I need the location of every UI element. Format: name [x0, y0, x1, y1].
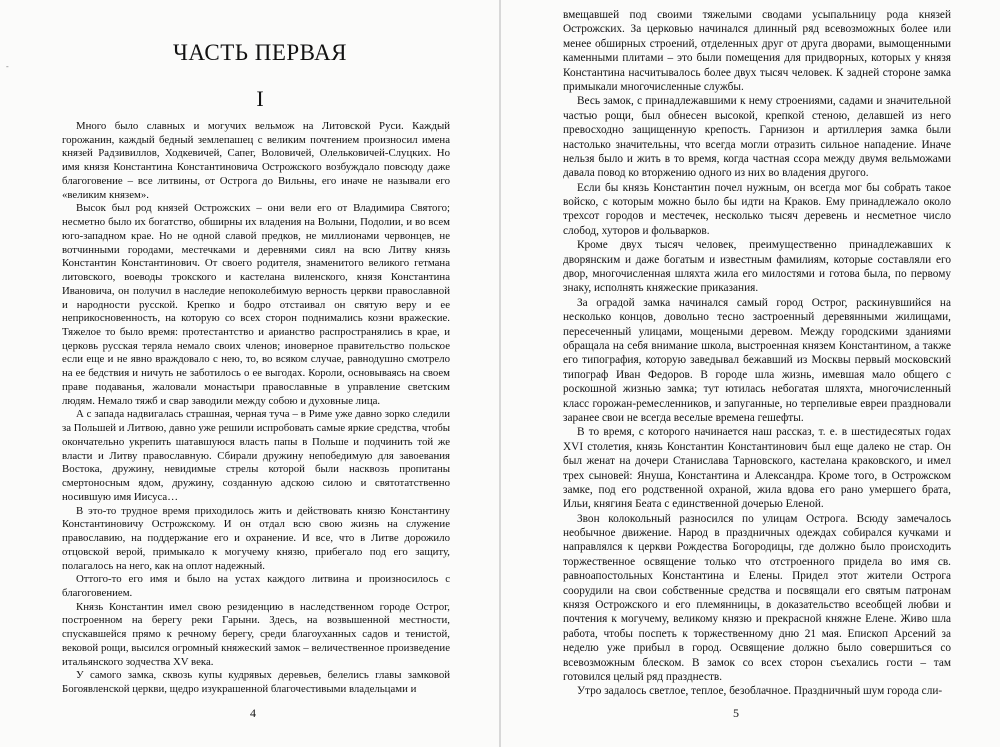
margin-mark: - — [6, 62, 9, 71]
part-title: ЧАСТЬ ПЕРВАЯ — [172, 40, 348, 65]
paragraph: У самого замка, сквозь купы кудрявых деревьев, белелись главы замковой Богоявленской церкви, щедро изукрашенной благочестивыми владельцами и — [62, 669, 450, 696]
paragraph: В это-то трудное время приходилось жить и действовать князю Константину Константиновичу Острожскому. И он отдал всю свою жизнь на служение православию, на поддержание его и охранение. И все, что в Литве дорожило отцовской верой, примыкало к могучему князю, прибегало под его защиту, полагалось на него, как на оплот надежный. — [62, 504, 450, 572]
paragraph: Князь Константин имел свою резиденцию в наследственном городе Острог, построенном на берегу реки Гарыни. Здесь, на возвышенной местности, спускавшейся прямо к речному берегу, среди благоуханных садов и тенистой, вековой рощи, высился огромный княжеский замок – величественное произведение итальянского зодчества XV века. — [62, 600, 450, 668]
page-number-left: 4 — [250, 706, 256, 720]
paragraph: вмещавшей под своими тяжелыми сводами усыпальницу рода князей Острожских. За церковью начинался длинный ряд всевозможных более или менее обширных строений, отделенных друг от друга дворами, вымощенными каменными плитами – это были помещения для придворных, которых у князя Константина насчитывалось более двух тысяч человек. К задней стороне замка примыкали многочисленные службы. — [563, 9, 951, 93]
paragraph: Утро задалось светлое, теплое, безоблачное. Праздничный шум города сли- — [577, 685, 943, 698]
paragraph: Если бы князь Константин почел нужным, он всегда мог бы собрать такое войско, с которым можно было бы идти на Краков. Ему принадлежало около трехсот городов и местечек, несколько тысяч деревень и несметное число слобод, хуторов и фольварков. — [563, 181, 951, 237]
paragraph: За оградой замка начинался самый город Острог, раскинувшийся на несколько концов, довольно тесно застроенный деревянными жилищами, пересеченный улицами, мощеными деревом. Между городскими зданиями обращала на себя внимание школа, выстроенная князем Константином, а также его типография, которую заведывал бежавший из Москвы первый московский типограф Иван Федоров. В городе шла жизнь, имевшая мало общего с роскошной жизнью замка; тут ютилась небогатая шляхта, многочисленный класс горожан-ремесленников, и запуганные, но терпеливые евреи праздновали заранее свои не всегда веселые времена гешефты. — [563, 296, 951, 424]
right-page-text — [563, 8, 951, 699]
right-page — [501, 0, 1000, 747]
paragraph: Весь замок, с принадлежавшими к нему строениями, садами и значительной частью рощи, был обнесен высокой, крепкой стеною, делавшей из него превосходно защищенную крепость. Гарнизон и артиллерия замка были настолько значительны, что всегда могли отразить сильное нападение. Иначе нельзя было и жить в то время, когда частная ссора между двумя вельможами давала повод ко вторжению одного из них во владения другого. — [563, 95, 951, 180]
left-page — [0, 0, 499, 747]
left-page-text — [62, 120, 450, 697]
chapter-number: I — [256, 86, 264, 111]
paragraph: Оттого-то его имя и было на устах каждого литвина и произносилось с благоговением. — [62, 573, 450, 599]
paragraph: Высок был род князей Острожских – они вели его от Владимира Святого; несметно было их богатство, обширны их владения на Волыни, Подолии, и во всем юго-западном крае. Но не одной славой предков, не миллионами червонцев, не вотчинными городами, местечками и деревнями сиял на всю Литву князь Константин Константинович. От своего родителя, знаменитого великого гетмана литовского, воеводы трокского и кастелана виленского, князя Константина Ивановича, он получил в наследие непоколебимую верность церкви православной и народности русской. Крепко и бодро отстаивал он святую веру и ее неприкосновенность, на которую со всех сторон поднимались козни вражеские. Тяжелое то было время: протестантство и арианство распространялись в крае, и церковь русская теряла немало своих членов; иноверное правительство польское если еще и не явно враждовало с нею, то, во всяком случае, равнодушно смотрело на ее бедствия и ничуть не заботилось о ее выгодах. Короли, основываясь на своем праве подаванья, жаловали монастыри православные в управление светским людям. Немало тяжб и свар заводили между собою и духовные лица. — [62, 202, 450, 407]
paragraph: В то время, с которого начинается наш рассказ, т. е. в шестидесятых годах XVI столетия, князь Константин Константинович был еще далеко не стар. Он был женат на дочери Станислава Тарновского, кастелана краковского, и имел трех сыновей: Януша, Константина и Александра. Кроме того, в Острожском замке, под его родственной охраной, жила вдова его рано умершего брата, Ильи, княгиня Беата с единственной дочерью Еленой. — [563, 426, 951, 511]
paragraph: Звон колокольный разносился по улицам Острога. Всюду замечалось необычное движение. Народ в праздничных одеждах собирался кучками и направлялся к церкви Рождества Богородицы, где должно было происходить торжественное освящение только что отстроенного придела во имя св. равноапостольных Константина и Елены. Придел этот жители Острога соорудили на свои собственные средства и посвящали его святым патронам князя Острожского и его племянницы, в доказательство всеобщей любви и почтения к могучему, великому князю и прекрасной княжне Елене. Живо шла работа, чтобы поспеть к торжественному дню 21 мая. Епископ Арсений за неделю уже прибыл в город. Освящение должно было совершиться со всевозможным блеском. В замок со всех сторон съехались гости – там готовился целый ряд празднеств. — [563, 512, 951, 683]
page-number-right: 5 — [733, 706, 739, 720]
paragraph: А с запада надвигалась страшная, черная туча – в Риме уже давно зорко следили за Польшей и Литвою, давно уже решили испробовать самые яркие средства, чтобы окончательно укрепить шатавшуюся власть папы в Польше и подчинить той же власти и Литву православную. Сбирали дружину непобедимую для завоевания Востока, дружину, невидимые стрелы которой были насквозь пропитаны смертоносным ядом, дружину, созданную адскою силою и святотатственно носившую имя Иисуса… — [62, 408, 450, 503]
paragraph: Много было славных и могучих вельмож на Литовской Руси. Каждый горожанин, каждый бедный землепашец с великим почтением произносил имена князей Радзивиллов, Ходкевичей, Сапег, Воловичей, Олельковичей-Слуцких. Но имя князя Константина Константиновича Острожского возбуждало повсюду даже благоговение – все литвины, от Острога до Вильны, его иначе не называли его «великим князем». — [62, 120, 450, 201]
paragraph: Кроме двух тысяч человек, преимущественно принадлежавших к дворянским и даже богатым и известным фамилиям, которые составляли его двор, многочисленная шляхта жила его милостями и готова была, по первому знаку, исполнять княжеские приказания. — [563, 239, 951, 295]
